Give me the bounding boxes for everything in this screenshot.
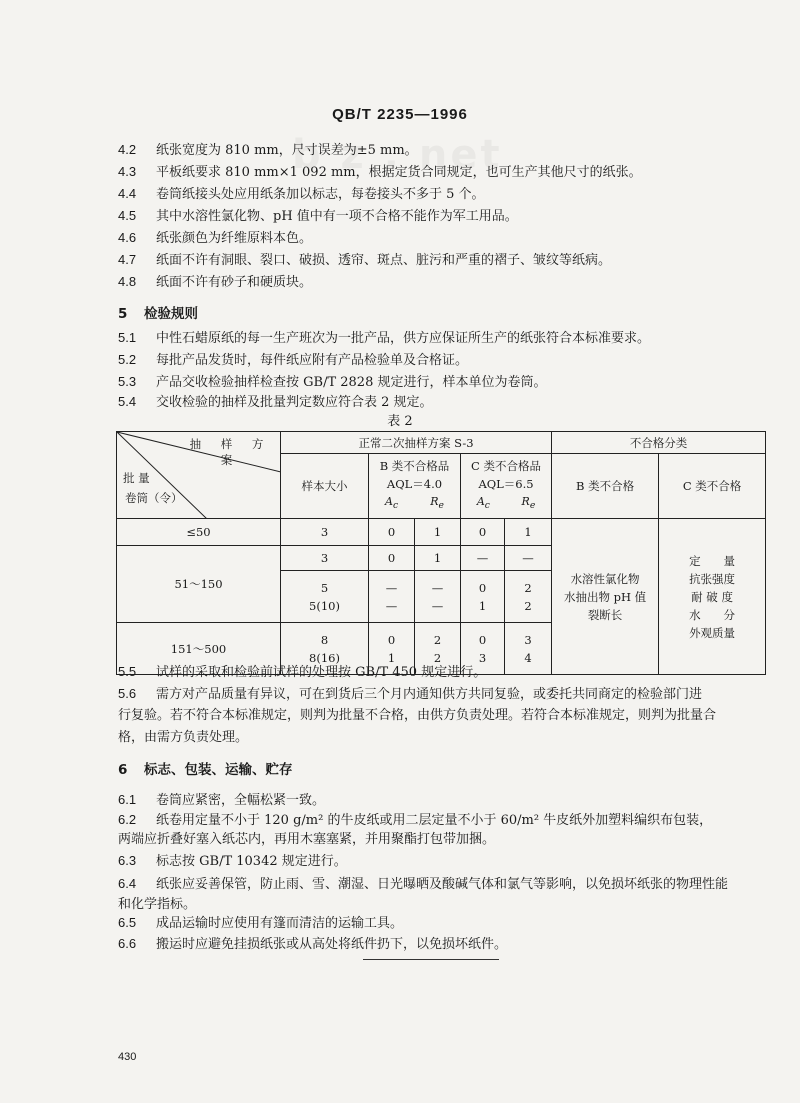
re-label: $R_e$: [521, 494, 536, 512]
end-rule: [363, 959, 499, 960]
table-row: 51～150 3 0 1 — —: [117, 546, 766, 571]
normal-plan-header: 正常二次抽样方案 S-3: [281, 432, 552, 454]
clause: 4.8 纸面不许有砂子和硬质块。: [118, 274, 313, 290]
table-row: 151～500 8 8(16) 0 1 2 2 0 3 3 4: [117, 623, 766, 675]
clause: 4.3 平板纸要求 810 mm×1 092 mm，根据定货合同规定，也可生产其他尺寸的纸张。: [118, 164, 642, 180]
clause: 6.2 纸卷用定量不小于 120 g/m² 的牛皮纸或用二层定量不小于 60/m² 牛皮纸外加塑料编织布包装，: [118, 812, 713, 828]
c-aql-label: AQL＝6.5: [478, 476, 534, 491]
c-class-header: [461, 454, 552, 519]
c-nonconf-items: 定 量 抗张强度 耐 破 度 水 分 外观质量: [659, 519, 766, 675]
b-nonconf-header: B 类不合格: [552, 454, 659, 519]
section-heading-5: 5 检验规则: [118, 306, 198, 322]
clause: 4.7 纸面不许有洞眼、裂口、破损、透帘、斑点、脏污和严重的褶子、皱纹等纸病。: [118, 252, 612, 268]
ac-label: $A_c$: [476, 494, 490, 512]
page-number: 430: [118, 1051, 137, 1063]
clause-continuation: 和化学指标。: [118, 897, 197, 912]
re-label: $R_e$: [430, 494, 444, 512]
b-nonconf-items: 水溶性氯化物 水抽出物 pH 值 裂断长: [552, 519, 659, 675]
sample-size-header: 样本大小: [281, 454, 369, 519]
clause: 5.2 每批产品发货时，每件纸应附有产品检验单及合格证。: [118, 352, 469, 368]
clause: 5.5 试样的采取和检验前试样的处理按 GB/T 450 规定进行。: [118, 664, 487, 680]
section-heading-6: 6 标志、包装、运输、贮存: [118, 762, 293, 778]
corner-top-label: 抽 样 方 案: [189, 437, 272, 467]
clause: 5.1 中性石蜡原纸的每一生产班次为一批产品，供方应保证所生产的纸张符合本标准要求。: [118, 330, 651, 346]
clause: 4.6 纸张颜色为纤维原料本色。: [118, 230, 313, 246]
sampling-table: [116, 431, 766, 675]
table-caption: 表 2: [387, 414, 413, 429]
corner-bottom-label: 卷筒（令）: [125, 491, 183, 505]
b-class-items-label: B 类不合格品: [379, 458, 450, 473]
ac-label: $A_c$: [385, 494, 399, 512]
clause: 4.2 纸张宽度为 810 mm，尺寸误差为±5 mm。: [118, 142, 418, 158]
b-aql-label: AQL＝4.0: [386, 476, 443, 491]
c-class-items-label: C 类不合格品: [471, 458, 542, 473]
nonconf-class-header: 不合格分类: [552, 432, 766, 454]
table-row: 5 5(10) — — — — 0 1 2 2: [117, 571, 766, 623]
clause-continuation: 两端应折叠好塞入纸芯内，再用木塞塞紧，并用聚酯打包带加捆。: [118, 832, 496, 847]
clause: 5.3 产品交收检验抽样检查按 GB/T 2828 规定进行，样本单位为卷筒。: [118, 374, 547, 390]
c-nonconf-header: C 类不合格: [659, 454, 766, 519]
table-row: ≤50 3 0 1 0 1 水溶性氯化物 水抽出物 pH 值 裂断长 定 量 抗张强度 耐 破 度 水 分 外观质量: [117, 519, 766, 546]
clause: 6.3 标志按 GB/T 10342 规定进行。: [118, 853, 347, 869]
clause: 6.5 成品运输时应使用有篷而清洁的运输工具。: [118, 915, 404, 931]
clause: 5.4 交收检验的抽样及批量判定数应符合表 2 规定。: [118, 394, 433, 410]
b-class-header: [369, 454, 461, 519]
table-corner-cell: [117, 432, 281, 519]
clause-continuation: 格，由需方负责处理。: [118, 730, 249, 745]
clause: 5.6 需方对产品质量有异议，可在到货后三个月内通知供方共同复验，或委托共同商定的检验部门进: [118, 686, 703, 702]
clause: 6.4 纸张应妥善保管，防止雨、雪、潮湿、日光曝晒及酸碱气体和氯气等影响，以免损坏纸张的物理性能: [118, 876, 729, 892]
page-header: QB/T 2235—1996: [332, 106, 468, 123]
clause: 6.1 卷筒应紧密，全幅松紧一致。: [118, 792, 326, 808]
clause-continuation: 行复验。若不符合本标准规定，则判为批量不合格，由供方负责处理。若符合本标准规定，则判为批量合: [118, 708, 717, 723]
clause: 4.5 其中水溶性氯化物、pH 值中有一项不合格不能作为军工用品。: [118, 208, 518, 224]
clause: 4.4 卷筒纸接头处应用纸条加以标志，每卷接头不多于 5 个。: [118, 186, 485, 202]
clause: 6.6 搬运时应避免挂损纸张或从高处将纸件扔下，以免损坏纸件。: [118, 936, 508, 952]
corner-mid-label: 批 量: [123, 471, 150, 485]
